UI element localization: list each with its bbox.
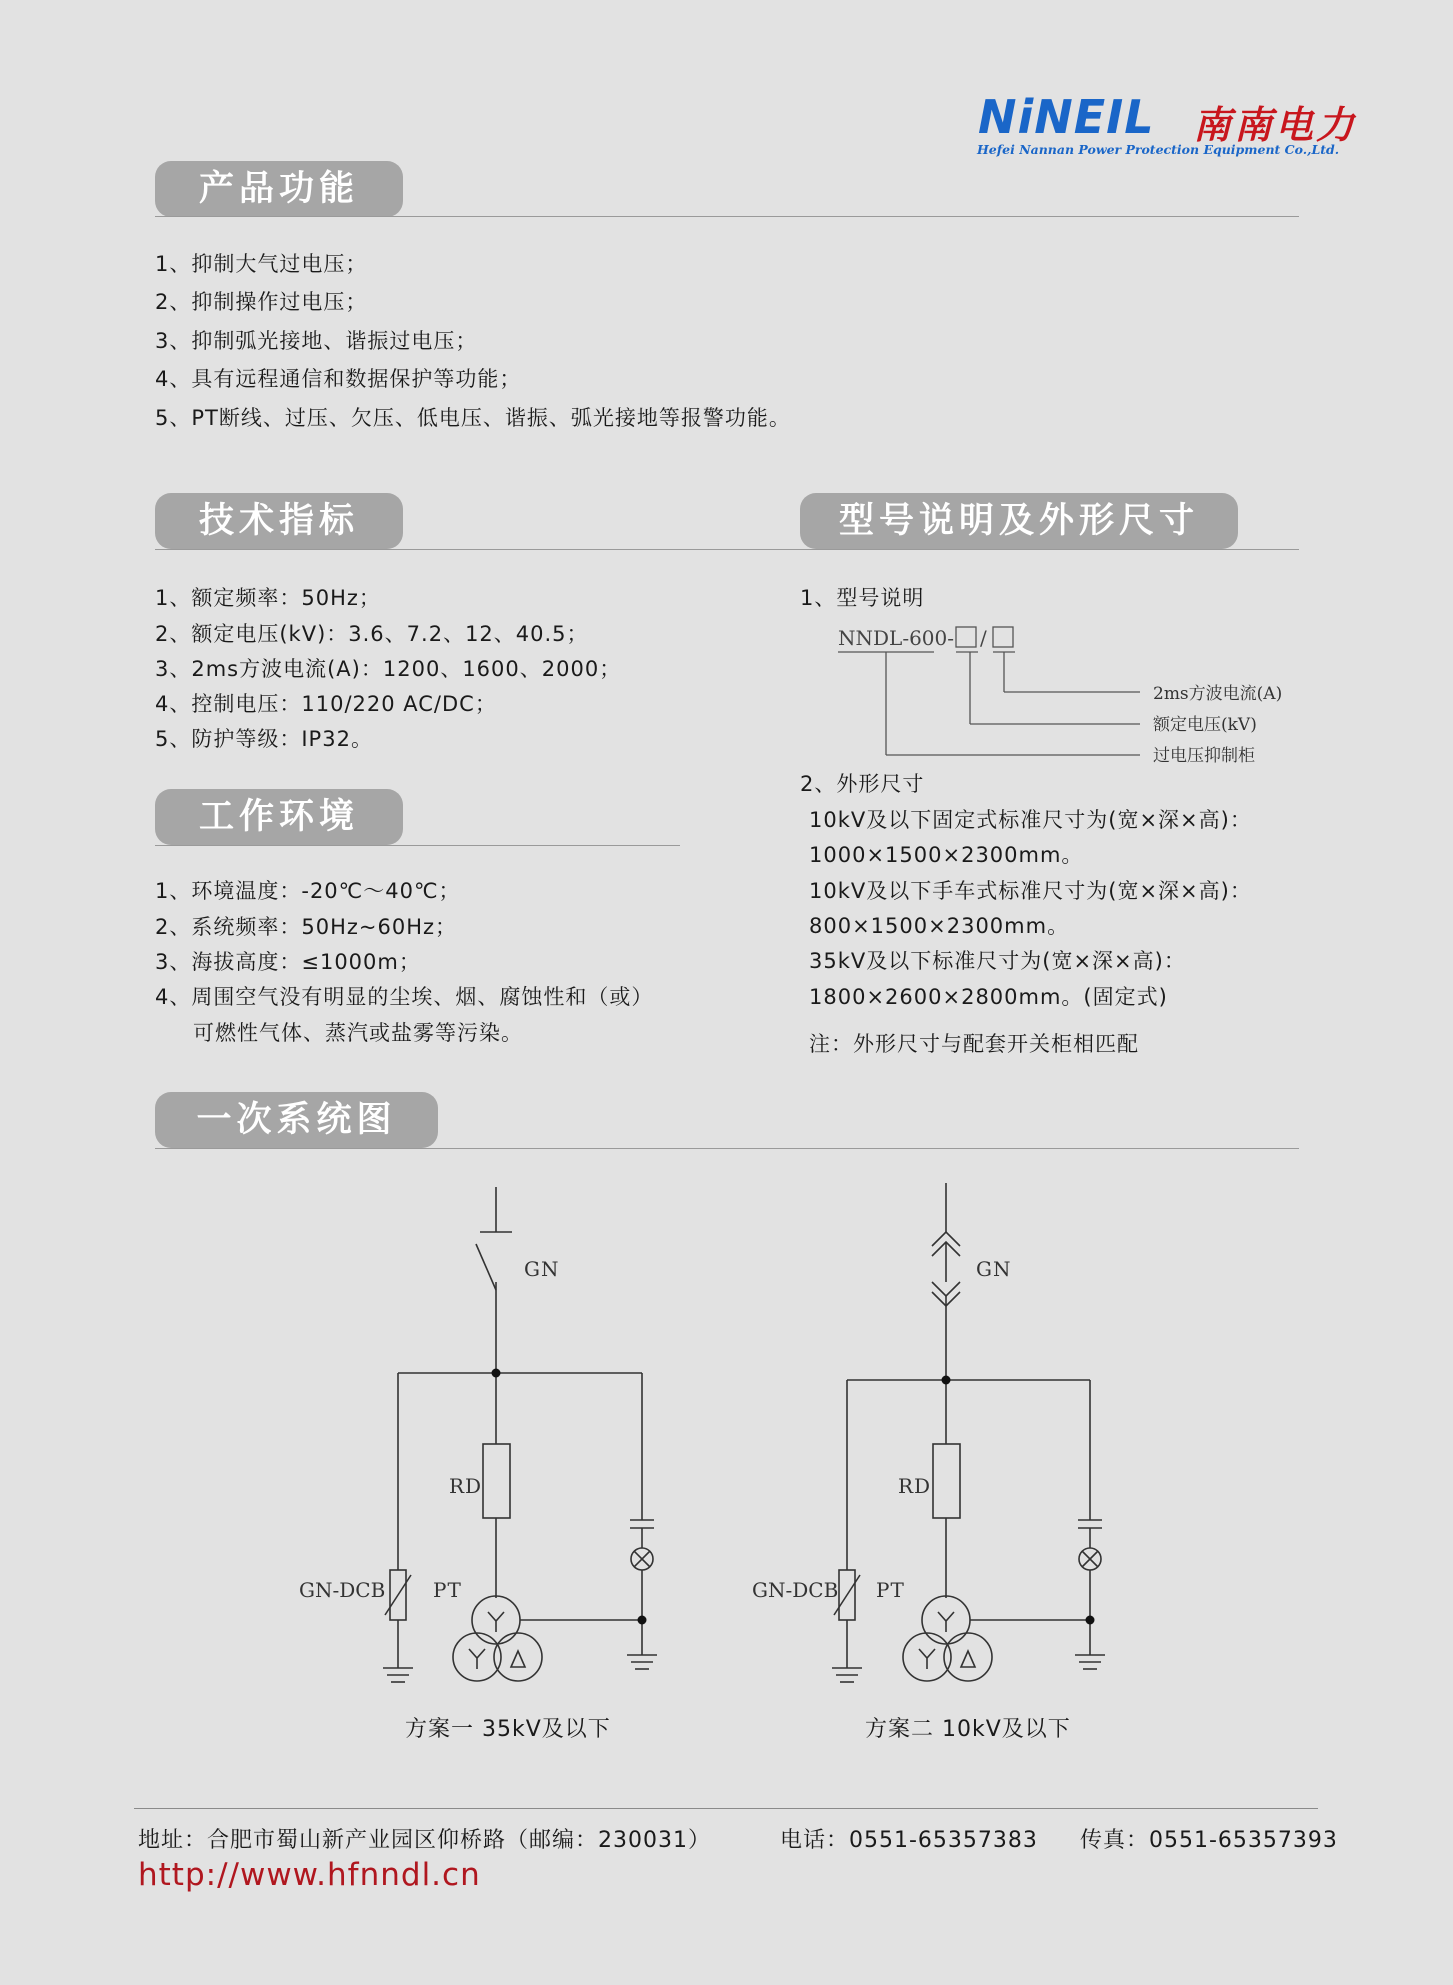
dims-subtitle: 2、外形尺寸: [800, 772, 925, 796]
model-subtitle: 1、型号说明: [800, 586, 925, 610]
label-pt-1: PT: [433, 1578, 462, 1602]
model-code: NNDL-600-: [838, 626, 955, 650]
pt-winding-top: [472, 1596, 520, 1644]
label-rd-1: RD: [449, 1474, 483, 1498]
company-name-cn: 南南电力: [1193, 103, 1358, 147]
list-item: 10kV及以下手车式标准尺寸为(宽×深×高)：: [809, 879, 1252, 903]
label-rd-2: RD: [898, 1474, 932, 1498]
label-gn-2: GN: [976, 1257, 1012, 1281]
list-item: 1800×2600×2800mm。(固定式): [809, 985, 1168, 1009]
company-name-en: Hefei Nannan Power Protection Equipment Co.,Ltd.: [977, 142, 1340, 157]
scheme2-caption: 方案二 10kV及以下: [865, 1717, 1071, 1742]
list-item: 5、PT断线、过压、欠压、低电压、谐振、弧光接地等报警功能。: [155, 406, 791, 430]
section-title-tech: 技术指标: [155, 493, 403, 549]
company-logo-mark: NiNEIL: [978, 90, 1155, 144]
placeholder-box-current: [993, 627, 1013, 647]
list-item: 2、额定电压(kV)：3.6、7.2、12、40.5；: [155, 622, 589, 646]
fuse-rd: [483, 1444, 510, 1518]
arrester-dcb: [839, 1570, 855, 1620]
scheme1-lines: [383, 1187, 657, 1682]
footer-fax: 传真：0551-65357393: [1080, 1828, 1338, 1853]
list-item: 1、环境温度：-20℃～40℃；: [155, 879, 461, 903]
junction-dot: [942, 1376, 951, 1385]
list-item: 10kV及以下固定式标准尺寸为(宽×深×高)：: [809, 808, 1252, 832]
footer-url-link[interactable]: http://www.hfnndl.cn: [138, 1857, 481, 1893]
label-dcb-1: GN-DCB: [299, 1578, 386, 1602]
list-item: 1、抑制大气过电压；: [155, 252, 368, 276]
label-voltage: 额定电压(kV): [1153, 715, 1257, 735]
model-code-slash: /: [980, 626, 987, 650]
divider: [155, 216, 1299, 217]
section-title-model: 型号说明及外形尺寸: [800, 493, 1238, 549]
list-item: 3、2ms方波电流(A)：1200、1600、2000；: [155, 657, 622, 681]
list-item: 可燃性气体、蒸汽或盐雾等污染。: [193, 1021, 523, 1045]
list-item: 2、抑制操作过电压；: [155, 290, 368, 314]
divider: [155, 845, 680, 846]
pt-winding-left: [903, 1633, 951, 1681]
junction-dot: [1086, 1616, 1095, 1625]
junction-dot: [638, 1616, 647, 1625]
pt-winding-top: [922, 1596, 970, 1644]
indicator-lamp: [1079, 1548, 1101, 1570]
label-pt-2: PT: [876, 1578, 905, 1602]
label-gn-1: GN: [524, 1257, 560, 1281]
list-item: 4、控制电压：110/220 AC/DC；: [155, 692, 497, 716]
scheme2-lines: [832, 1183, 1105, 1682]
divider: [155, 549, 1299, 550]
placeholder-box-voltage: [956, 627, 976, 647]
section-title-diagram: 一次系统图: [155, 1092, 438, 1148]
list-item: 3、抑制弧光接地、谐振过电压；: [155, 329, 478, 353]
arrester-dcb: [390, 1570, 406, 1620]
label-cabinet: 过电压抑制柜: [1153, 746, 1255, 766]
scheme1-caption: 方案一 35kV及以下: [405, 1717, 611, 1742]
footer-divider: [134, 1808, 1318, 1809]
section-title-env: 工作环境: [155, 789, 403, 845]
list-item: 3、海拔高度：≤1000m；: [155, 950, 421, 974]
divider: [155, 1148, 1299, 1149]
list-item: 2、系统频率：50Hz~60Hz；: [155, 915, 458, 939]
footer-address: 地址：合肥市蜀山新产业园区仰桥路（邮编：230031）: [138, 1828, 711, 1853]
label-dcb-2: GN-DCB: [752, 1578, 839, 1602]
list-item: 1000×1500×2300mm。: [809, 843, 1084, 867]
disconnect-switch: [476, 1244, 496, 1290]
list-item: 4、周围空气没有明显的尘埃、烟、腐蚀性和（或）: [155, 985, 654, 1009]
list-item: 800×1500×2300mm。: [809, 914, 1070, 938]
section-title-functions: 产品功能: [155, 161, 403, 217]
junction-dot: [492, 1369, 501, 1378]
footer-phone: 电话：0551-65357383: [780, 1828, 1038, 1853]
list-item: 1、额定频率：50Hz；: [155, 586, 381, 610]
list-item: 4、具有远程通信和数据保护等功能；: [155, 367, 522, 391]
pt-winding-right: [944, 1633, 992, 1681]
fuse-rd: [933, 1444, 960, 1518]
indicator-lamp: [631, 1548, 653, 1570]
list-item: 35kV及以下标准尺寸为(宽×深×高)：: [809, 949, 1186, 973]
pt-winding-right: [494, 1633, 542, 1681]
pt-winding-left: [453, 1633, 501, 1681]
label-current: 2ms方波电流(A): [1153, 684, 1283, 704]
list-item: 5、防护等级：IP32。: [155, 727, 373, 751]
dims-note: 注：外形尺寸与配套开关柜相匹配: [809, 1032, 1139, 1056]
